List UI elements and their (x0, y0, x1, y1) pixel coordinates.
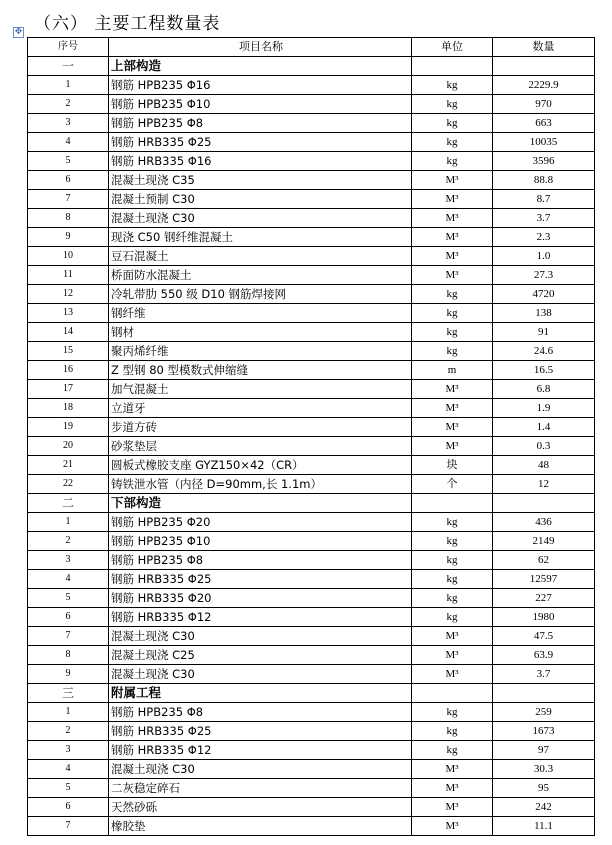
row-quantity: 10035 (493, 133, 595, 152)
table-header-row (28, 38, 595, 57)
row-quantity: 8.7 (493, 190, 595, 209)
row-unit: kg (412, 285, 493, 304)
row-number: 二 (28, 494, 109, 513)
row-unit (412, 57, 493, 76)
row-unit: kg (412, 114, 493, 133)
row-item-name: 混凝土现浇 C30 (109, 627, 412, 646)
row-item-name: 桥面防水混凝土 (109, 266, 412, 285)
row-number: 2 (28, 95, 109, 114)
row-unit: kg (412, 551, 493, 570)
row-quantity: 16.5 (493, 361, 595, 380)
row-item-name: 钢筋 HPB235 Φ16 (109, 76, 412, 95)
row-unit: 块 (412, 456, 493, 475)
row-quantity: 1.4 (493, 418, 595, 437)
row-unit: kg (412, 589, 493, 608)
row-number: 4 (28, 133, 109, 152)
row-quantity: 3.7 (493, 665, 595, 684)
row-item-name: 钢筋 HPB235 Φ8 (109, 114, 412, 133)
row-unit: M³ (412, 190, 493, 209)
row-quantity: 2229.9 (493, 76, 595, 95)
row-quantity: 30.3 (493, 760, 595, 779)
row-item-name: 混凝土现浇 C30 (109, 760, 412, 779)
row-item-name: 下部构造 (109, 494, 412, 513)
row-number: 20 (28, 437, 109, 456)
page-title: （六） 主要工程数量表 (34, 14, 221, 34)
row-unit: kg (412, 722, 493, 741)
row-number: 三 (28, 684, 109, 703)
row-number: 6 (28, 608, 109, 627)
row-number: 1 (28, 703, 109, 722)
row-number: 4 (28, 570, 109, 589)
row-number: 3 (28, 741, 109, 760)
row-number: 一 (28, 57, 109, 76)
row-item-name: 钢筋 HPB235 Φ8 (109, 551, 412, 570)
row-unit: M³ (412, 437, 493, 456)
table-row (28, 817, 595, 836)
row-unit: M³ (412, 665, 493, 684)
row-quantity: 663 (493, 114, 595, 133)
table-row (28, 570, 595, 589)
row-item-name: 钢筋 HRB335 Φ20 (109, 589, 412, 608)
row-unit: kg (412, 570, 493, 589)
row-number: 13 (28, 304, 109, 323)
row-number: 2 (28, 532, 109, 551)
row-item-name: 现浇 C50 钢纤维混凝土 (109, 228, 412, 247)
row-unit: M³ (412, 418, 493, 437)
row-item-name: Z 型钢 80 型模数式伸缩缝 (109, 361, 412, 380)
row-item-name: 钢筋 HRB335 Φ12 (109, 608, 412, 627)
table-row (28, 323, 595, 342)
header-no: 序号 (28, 38, 109, 57)
row-quantity: 970 (493, 95, 595, 114)
row-quantity: 1980 (493, 608, 595, 627)
row-number: 2 (28, 722, 109, 741)
row-number: 8 (28, 646, 109, 665)
table-row (28, 380, 595, 399)
table-row (28, 76, 595, 95)
row-item-name: 附属工程 (109, 684, 412, 703)
table-move-handle-icon[interactable]: ✥ (14, 27, 23, 37)
row-number: 5 (28, 589, 109, 608)
table-row (28, 760, 595, 779)
row-item-name: 步道方砖 (109, 418, 412, 437)
row-quantity: 11.1 (493, 817, 595, 836)
row-item-name: 钢筋 HPB235 Φ10 (109, 532, 412, 551)
row-quantity: 88.8 (493, 171, 595, 190)
row-number: 15 (28, 342, 109, 361)
row-unit: M³ (412, 380, 493, 399)
row-item-name: 冷轧带肋 550 级 D10 钢筋焊接网 (109, 285, 412, 304)
table-body (28, 57, 595, 836)
row-quantity (493, 684, 595, 703)
row-quantity (493, 57, 595, 76)
row-number: 6 (28, 798, 109, 817)
table-row (28, 513, 595, 532)
row-item-name: 钢筋 HRB335 Φ25 (109, 722, 412, 741)
row-item-name: 圆板式橡胶支座 GYZ150×42（CR） (109, 456, 412, 475)
table-row (28, 361, 595, 380)
table-row (28, 646, 595, 665)
section-row (28, 684, 595, 703)
row-quantity: 1.0 (493, 247, 595, 266)
row-quantity: 12 (493, 475, 595, 494)
table-row (28, 665, 595, 684)
row-item-name: 钢筋 HRB335 Φ25 (109, 133, 412, 152)
row-item-name: 钢筋 HPB235 Φ10 (109, 95, 412, 114)
row-item-name: 钢纤维 (109, 304, 412, 323)
row-item-name: 铸铁泄水管（内径 D=90mm,长 1.1m） (109, 475, 412, 494)
row-number: 8 (28, 209, 109, 228)
row-quantity: 2149 (493, 532, 595, 551)
row-quantity: 24.6 (493, 342, 595, 361)
row-quantity: 91 (493, 323, 595, 342)
row-quantity (493, 494, 595, 513)
row-number: 3 (28, 114, 109, 133)
row-item-name: 钢筋 HRB335 Φ12 (109, 741, 412, 760)
header-name: 项目名称 (109, 38, 412, 57)
row-quantity: 0.3 (493, 437, 595, 456)
row-quantity: 242 (493, 798, 595, 817)
row-number: 16 (28, 361, 109, 380)
table-row (28, 418, 595, 437)
row-number: 22 (28, 475, 109, 494)
row-item-name: 加气混凝土 (109, 380, 412, 399)
row-number: 11 (28, 266, 109, 285)
table-row (28, 399, 595, 418)
row-item-name: 钢筋 HRB335 Φ25 (109, 570, 412, 589)
table-row (28, 228, 595, 247)
table-row (28, 247, 595, 266)
row-unit: m (412, 361, 493, 380)
row-number: 1 (28, 76, 109, 95)
row-unit: M³ (412, 171, 493, 190)
row-item-name: 混凝土预制 C30 (109, 190, 412, 209)
row-unit: kg (412, 513, 493, 532)
row-quantity: 436 (493, 513, 595, 532)
row-unit: M³ (412, 779, 493, 798)
row-unit: kg (412, 342, 493, 361)
row-number: 1 (28, 513, 109, 532)
row-number: 4 (28, 760, 109, 779)
quantity-table (27, 37, 595, 836)
row-item-name: 二灰稳定碎石 (109, 779, 412, 798)
row-unit: kg (412, 95, 493, 114)
row-quantity: 95 (493, 779, 595, 798)
table-row (28, 798, 595, 817)
row-number: 3 (28, 551, 109, 570)
row-quantity: 1673 (493, 722, 595, 741)
table-row (28, 190, 595, 209)
table-row (28, 209, 595, 228)
row-quantity: 97 (493, 741, 595, 760)
row-unit: M³ (412, 760, 493, 779)
row-unit: M³ (412, 399, 493, 418)
row-unit: kg (412, 532, 493, 551)
row-unit: kg (412, 76, 493, 95)
row-item-name: 混凝土现浇 C25 (109, 646, 412, 665)
row-unit: M³ (412, 817, 493, 836)
row-item-name: 钢筋 HPB235 Φ8 (109, 703, 412, 722)
row-item-name: 混凝土现浇 C35 (109, 171, 412, 190)
row-number: 12 (28, 285, 109, 304)
row-number: 9 (28, 228, 109, 247)
row-unit: M³ (412, 646, 493, 665)
row-unit: kg (412, 323, 493, 342)
row-unit: M³ (412, 209, 493, 228)
row-unit: M³ (412, 627, 493, 646)
row-quantity: 6.8 (493, 380, 595, 399)
row-number: 9 (28, 665, 109, 684)
table-row (28, 456, 595, 475)
row-item-name: 聚丙烯纤维 (109, 342, 412, 361)
header-unit: 单位 (412, 38, 493, 57)
table-row (28, 722, 595, 741)
row-number: 5 (28, 779, 109, 798)
section-row (28, 57, 595, 76)
row-unit: M³ (412, 798, 493, 817)
row-quantity: 259 (493, 703, 595, 722)
row-item-name: 豆石混凝土 (109, 247, 412, 266)
row-quantity: 27.3 (493, 266, 595, 285)
row-quantity: 47.5 (493, 627, 595, 646)
row-quantity: 3596 (493, 152, 595, 171)
row-quantity: 227 (493, 589, 595, 608)
row-unit: M³ (412, 247, 493, 266)
row-number: 18 (28, 399, 109, 418)
table-row (28, 95, 595, 114)
table-row (28, 532, 595, 551)
row-item-name: 立道牙 (109, 399, 412, 418)
table-row (28, 627, 595, 646)
table-row (28, 171, 595, 190)
table-row (28, 133, 595, 152)
row-quantity: 3.7 (493, 209, 595, 228)
row-item-name: 混凝土现浇 C30 (109, 209, 412, 228)
row-quantity: 62 (493, 551, 595, 570)
row-number: 7 (28, 627, 109, 646)
row-unit: kg (412, 741, 493, 760)
table-row (28, 589, 595, 608)
row-quantity: 63.9 (493, 646, 595, 665)
table-row (28, 437, 595, 456)
row-quantity: 1.9 (493, 399, 595, 418)
table-row (28, 741, 595, 760)
row-unit: kg (412, 133, 493, 152)
row-number: 5 (28, 152, 109, 171)
row-item-name: 钢筋 HRB335 Φ16 (109, 152, 412, 171)
row-quantity: 4720 (493, 285, 595, 304)
row-item-name: 橡胶垫 (109, 817, 412, 836)
row-number: 10 (28, 247, 109, 266)
table-row (28, 114, 595, 133)
row-item-name: 天然砂砾 (109, 798, 412, 817)
table-row (28, 304, 595, 323)
row-unit: kg (412, 304, 493, 323)
row-quantity: 2.3 (493, 228, 595, 247)
row-number: 7 (28, 817, 109, 836)
row-unit: kg (412, 703, 493, 722)
row-number: 17 (28, 380, 109, 399)
table-row (28, 475, 595, 494)
table-row (28, 152, 595, 171)
table-row (28, 266, 595, 285)
table-row (28, 703, 595, 722)
row-quantity: 48 (493, 456, 595, 475)
row-item-name: 钢筋 HPB235 Φ20 (109, 513, 412, 532)
row-item-name: 砂浆垫层 (109, 437, 412, 456)
row-number: 21 (28, 456, 109, 475)
header-qty: 数量 (493, 38, 595, 57)
row-number: 14 (28, 323, 109, 342)
row-unit: M³ (412, 266, 493, 285)
table-row (28, 608, 595, 627)
row-unit: 个 (412, 475, 493, 494)
table-row (28, 551, 595, 570)
row-item-name: 混凝土现浇 C30 (109, 665, 412, 684)
table-row (28, 779, 595, 798)
section-row (28, 494, 595, 513)
table-row (28, 342, 595, 361)
row-unit: kg (412, 608, 493, 627)
row-unit (412, 494, 493, 513)
row-quantity: 12597 (493, 570, 595, 589)
row-unit: M³ (412, 228, 493, 247)
row-unit: kg (412, 152, 493, 171)
row-number: 19 (28, 418, 109, 437)
row-item-name: 钢材 (109, 323, 412, 342)
row-item-name: 上部构造 (109, 57, 412, 76)
row-number: 6 (28, 171, 109, 190)
row-number: 7 (28, 190, 109, 209)
row-unit (412, 684, 493, 703)
table-row (28, 285, 595, 304)
row-quantity: 138 (493, 304, 595, 323)
